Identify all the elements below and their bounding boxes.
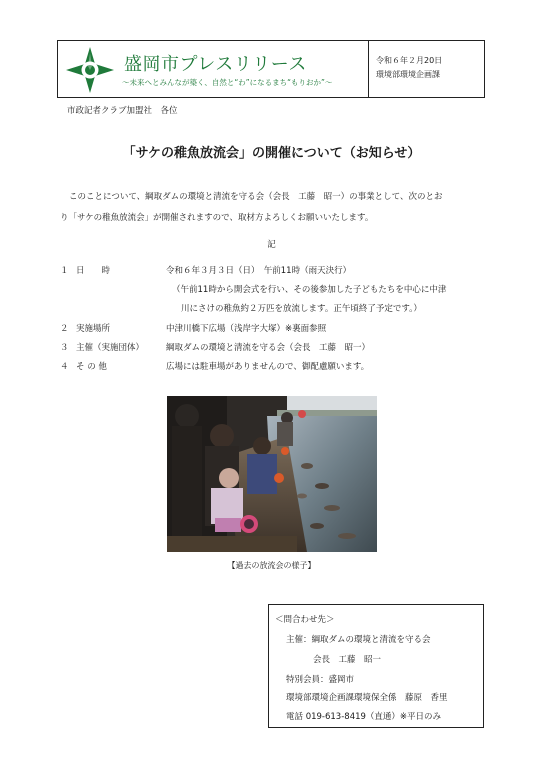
ki-marker: 記	[267, 240, 276, 250]
document-title: 「サケの稚魚放流会」の開催について（お知らせ）	[122, 146, 421, 161]
contact-staff: 環境部環境企画課環境保全係 藤原 香里	[286, 693, 448, 703]
contact-phone: 電話 019-613-8419（直通）※平日のみ	[286, 712, 442, 722]
intro-line-1: このことについて、綱取ダムの環境と清流を守る会（会長 工藤 昭一）の事業として、次のとお	[69, 192, 443, 202]
detail-value: 広場には駐車場がありませんので、御配慮願います。	[166, 362, 370, 372]
press-release-title: 盛岡市プレスリリース	[124, 54, 307, 75]
intro-line-2: り「サケの稚魚放流会」が開催されますので、取材方よろしくお願いいたします。	[60, 213, 374, 223]
photo-caption: 【過去の放流会の様子】	[227, 561, 316, 570]
detail-number: ４	[60, 362, 69, 372]
detail-number: ３	[60, 343, 69, 353]
detail-value: 中津川橋下広場（浅岸字大塚）※裏面参照	[166, 324, 327, 334]
contact-special-member: 特別会員：盛岡市	[286, 675, 355, 685]
contact-box	[268, 604, 484, 728]
detail-label: そ の 他	[76, 362, 107, 372]
press-release-header	[57, 40, 485, 98]
morioka-city-emblem-icon	[64, 45, 116, 95]
detail-value: 令和６年３月３日（日） 午前11時（雨天決行）	[166, 266, 352, 276]
detail-label: 主催（実施団体）	[76, 343, 145, 353]
detail-label: 日 時	[76, 266, 111, 276]
contact-chair: 会長 工藤 昭一	[313, 655, 382, 665]
detail-number: １	[60, 266, 69, 276]
addressee: 市政記者クラブ加盟社 各位	[67, 106, 178, 116]
city-slogan: ～未来へとみんなが築く、自然と“わ”になるまち“もりおか”～	[122, 78, 333, 87]
detail-value: 綱取ダムの環境と清流を守る会（会長 工藤 昭一）	[166, 343, 371, 353]
header-divider	[368, 41, 369, 97]
date-note-line-1: （午前11時から開会式を行い、その後参加した子どもたちを中心に中津	[172, 285, 447, 295]
contact-heading: ＜問合わせ先＞	[275, 615, 335, 625]
date-note-line-2: 川にさけの稚魚約２万匹を放流します。正午頃終了予定です。）	[181, 304, 422, 314]
intro-paragraph	[60, 187, 490, 229]
release-department: 環境部環境企画課	[376, 70, 440, 79]
detail-label: 実施場所	[76, 324, 111, 334]
release-event-photo	[167, 396, 377, 552]
release-date: 令和６年２月20日	[376, 56, 443, 65]
detail-number: ２	[60, 324, 69, 334]
contact-organizer: 主催：綱取ダムの環境と清流を守る会	[286, 635, 431, 645]
